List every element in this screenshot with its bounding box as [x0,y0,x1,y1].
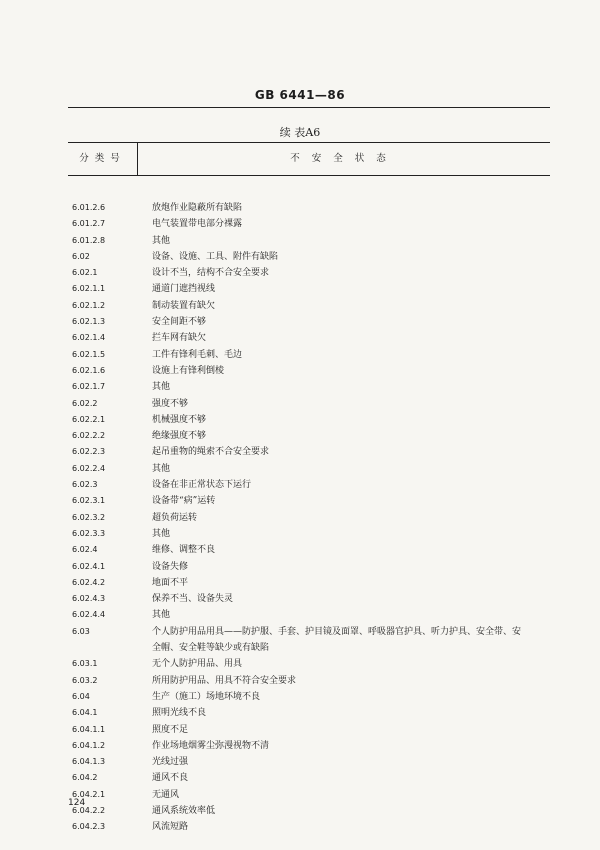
table-row [68,477,550,493]
row-code: 6.04.2.3 [72,822,106,832]
row-text: 工件有锋利毛刺、毛边 [152,349,243,360]
row-code: 6.03 [72,626,90,636]
row-text: 地面不平 [152,577,189,588]
table-row [68,673,550,689]
table-row [68,363,550,379]
row-text: 绝缘强度不够 [152,431,207,442]
row-code: 6.02.2.1 [72,414,106,424]
table-row [68,493,550,509]
row-text: 其他 [152,235,171,246]
table-row [68,200,550,216]
row-text: 其他 [152,463,171,474]
table-row [68,249,550,265]
row-text: 电气装置带电部分裸露 [152,219,243,230]
row-code: 6.04.2 [72,773,98,783]
column-header-code: 分类号 [68,143,138,175]
row-text: 作业场地烟雾尘弥漫视物不清 [152,740,270,751]
table-row [68,754,550,770]
row-code: 6.02.1.1 [72,284,106,294]
row-code: 6.04.2.1 [72,789,106,799]
table-row [68,396,550,412]
column-header-state: 不安全状态 [290,153,398,164]
row-text: 维修、调整不良 [152,545,216,556]
row-code: 6.02.1 [72,268,98,278]
row-text: 照度不足 [152,724,189,735]
row-text: 设备带“病”运转 [152,496,216,507]
row-text: 通风不良 [152,773,189,784]
row-text: 风流短路 [152,822,189,833]
row-text: 强度不够 [152,398,189,409]
row-text: 机械强度不够 [152,414,207,425]
row-code: 6.04.2.2 [72,805,106,815]
row-code: 6.02.1.3 [72,317,106,327]
row-code: 6.02.4 [72,545,98,555]
row-code: 6.02.4.4 [72,610,106,620]
table-row [68,233,550,249]
row-code: 6.02.4.3 [72,594,106,604]
table-row [68,542,550,558]
table-row [68,265,550,281]
row-code [68,640,138,656]
row-code: 6.02 [72,251,90,261]
table-row [68,461,550,477]
row-text: 放炮作业隐蔽所有缺陷 [152,203,243,213]
table-row [68,314,550,330]
row-text: 拦车网有缺欠 [152,333,207,344]
standard-number: GB 6441—86 [254,88,346,102]
table-row [68,281,550,297]
row-text: 通风系统效率低 [152,805,216,816]
row-text: 生产（施工）场地环境不良 [152,691,261,702]
row-text: 全帽、安全鞋等缺少或有缺陷 [152,643,270,654]
row-text: 通道门遮挡视线 [152,284,216,295]
row-code: 6.02.2.3 [72,447,106,457]
table-row [68,444,550,460]
table-row [68,656,550,672]
row-text: 其他 [152,382,171,393]
table-row [68,607,550,623]
table-row [68,347,550,363]
table-row [68,770,550,786]
table-row [68,624,550,640]
table-row [68,428,550,444]
row-text: 安全间距不够 [152,317,207,328]
table-row [68,412,550,428]
row-text: 设备在非正常状态下运行 [152,480,252,491]
table-row [68,298,550,314]
table-row [68,640,550,656]
table-row [68,559,550,575]
table-row [68,510,550,526]
row-text: 制动装置有缺欠 [152,300,216,311]
table-row [68,787,550,803]
header-rule [68,107,550,108]
table-row [68,216,550,232]
row-code: 6.02.3 [72,480,98,490]
row-code: 6.02.3.1 [72,496,106,506]
row-code: 6.02.4.2 [72,577,106,587]
row-code: 6.02.2.2 [72,431,106,441]
row-code: 6.04 [72,691,90,701]
table-row [68,738,550,754]
row-code: 6.02.3.2 [72,512,106,522]
row-code: 6.02.1.4 [72,333,106,343]
table-row [68,330,550,346]
row-text: 无通风 [152,789,180,800]
row-text: 所用防护用品、用具不符合安全要求 [152,675,297,686]
row-text: 设施上有锋利倒棱 [152,365,225,376]
row-text: 照明光线不良 [152,708,207,719]
row-text: 光线过强 [152,757,189,768]
table-row [68,379,550,395]
classification-table [68,142,550,836]
row-code: 6.02.1.6 [72,365,106,375]
row-code: 6.04.1.2 [72,740,106,750]
row-code: 6.02.2 [72,398,98,408]
row-code: 6.01.2.8 [72,235,106,245]
table-row [68,803,550,819]
row-code: 6.04.1.3 [72,757,106,767]
table-row [68,526,550,542]
table-row [68,689,550,705]
row-code: 6.02.1.5 [72,349,106,359]
row-text: 个人防护用品用具——防护服、手套、护目镜及面罩、呼吸器官护具、听力护具、安全带、安 [152,626,522,637]
row-text: 无个人防护用品、用具 [152,659,243,670]
table-row [68,705,550,721]
row-text: 起吊重物的绳索不合安全要求 [152,447,270,458]
row-code: 6.03.2 [72,675,98,685]
row-text: 设备失修 [152,561,189,572]
row-code: 6.01.2.6 [72,203,106,212]
row-code: 6.02.1.7 [72,382,106,392]
row-text: 设备、设施、工具、附件有缺陷 [152,251,279,262]
row-code: 6.02.1.2 [72,300,106,310]
table-row [68,722,550,738]
row-text: 其他 [152,610,171,621]
page-number: 124 [68,798,86,808]
table-caption: 续 表A6 [279,126,321,139]
row-code: 6.01.2.7 [72,219,106,229]
row-code: 6.02.4.1 [72,561,106,571]
row-code: 6.02.2.4 [72,463,106,473]
row-code: 6.04.1 [72,708,98,718]
table-row [68,591,550,607]
row-text: 超负荷运转 [152,512,198,523]
row-text: 设计不当，结构不合安全要求 [152,268,270,279]
row-code: 6.02.3.3 [72,528,106,538]
row-code: 6.03.1 [72,659,98,669]
row-code: 6.04.1.1 [72,724,106,734]
table-row [68,575,550,591]
table-body [68,200,550,836]
table-header [68,142,550,176]
row-text: 其他 [152,528,171,539]
row-text: 保养不当、设备失灵 [152,594,234,605]
table-row [68,819,550,835]
